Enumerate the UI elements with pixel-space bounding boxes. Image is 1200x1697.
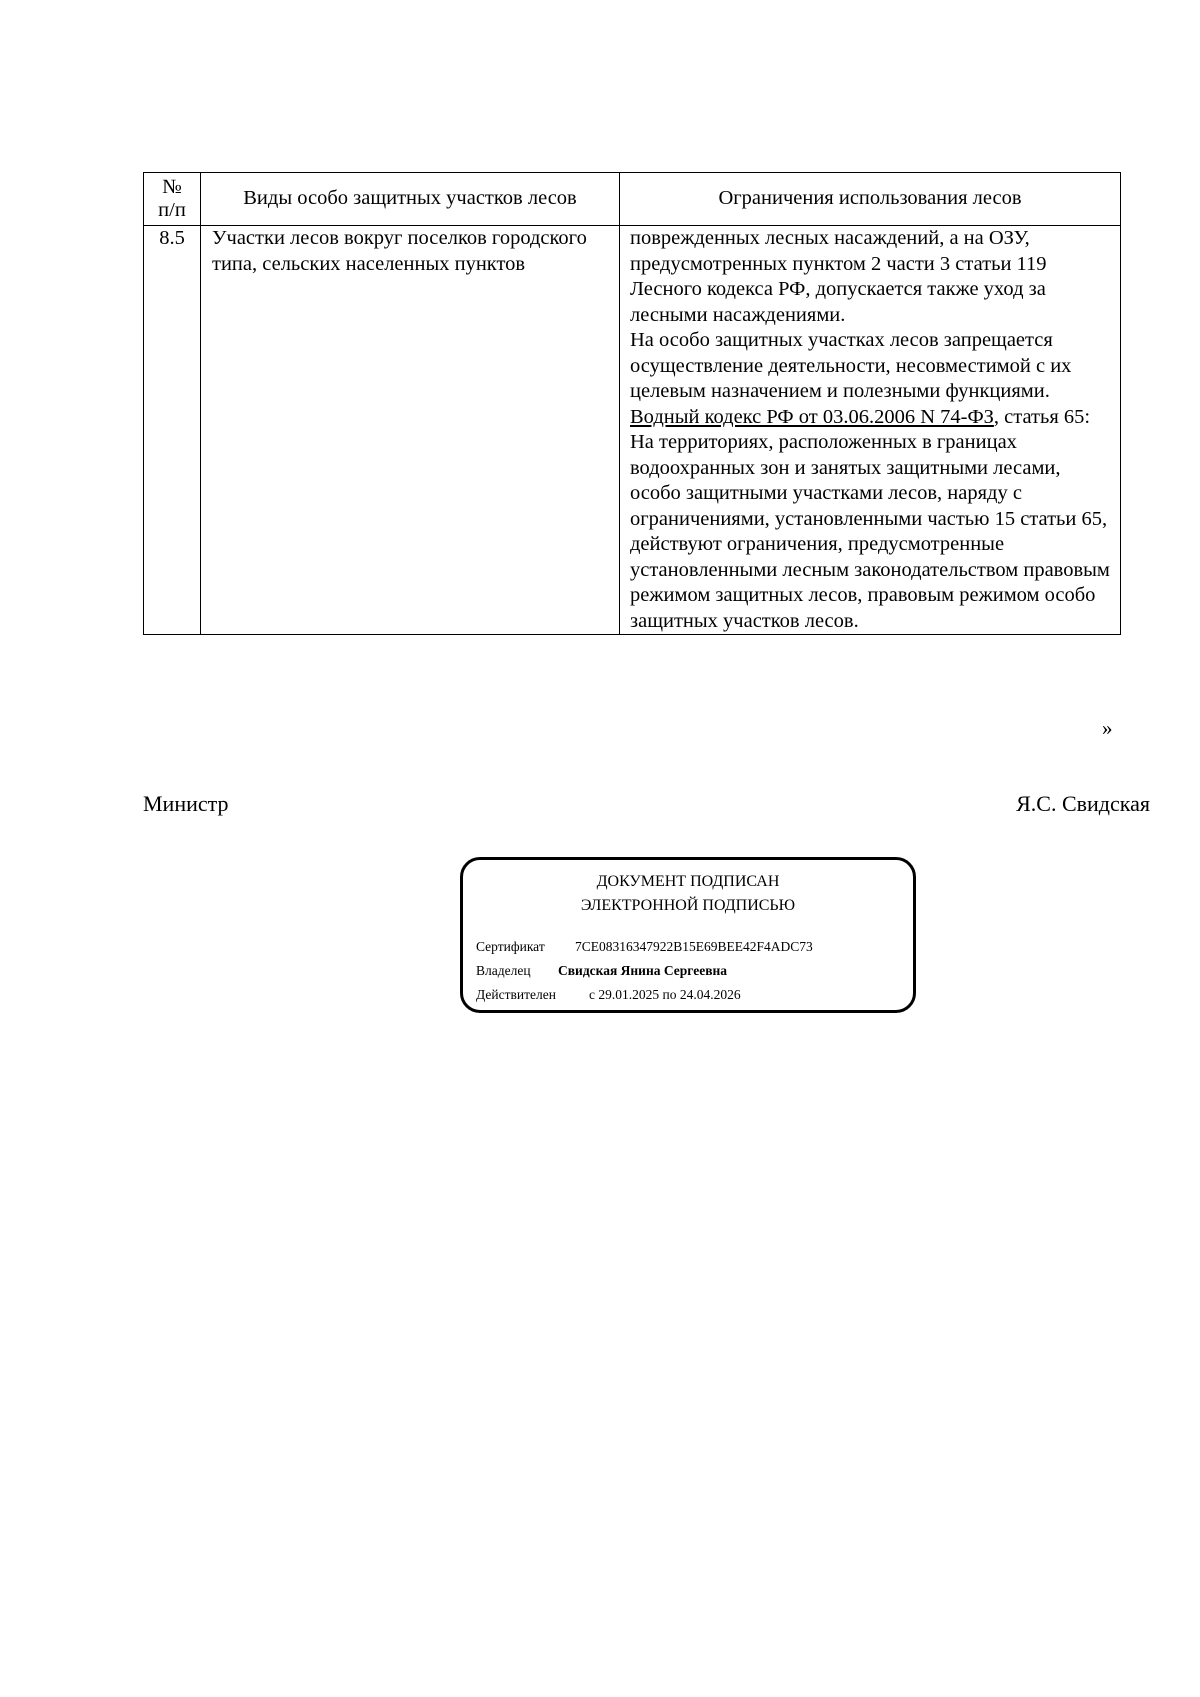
stamp-owner-row — [476, 962, 727, 980]
validity-label: Действителен — [476, 987, 556, 1002]
owner-label: Владелец — [476, 963, 531, 978]
certificate-value: 7CE08316347922B15E69BEE42F4ADC73 — [575, 939, 813, 954]
e-signature-stamp — [460, 857, 916, 1013]
validity-value: с 29.01.2025 по 24.04.2026 — [589, 987, 741, 1002]
restrictions-paragraph-3 — [630, 405, 1114, 431]
certificate-label: Сертификат — [476, 939, 545, 954]
stamp-title-line-2: ЭЛЕКТРОННОЙ ПОДПИСЬЮ — [580, 897, 796, 914]
restrictions-paragraph-1: поврежденных лесных насаждений, а на ОЗУ, предусмотренных пунктом 2 части 3 статьи 119 Лесного кодекса РФ, допускается также уход за лесными насаждениями. — [630, 227, 1047, 326]
stamp-validity-row — [476, 986, 741, 1004]
restrictions-paragraph-4: На территориях, расположенных в границах водоохранных зон и занятых защитными лесами, особо защитными участками лесов, наряду с ограничениями, установленными частью 15 статьи 65, действуют ограничения, предусмотренные установленными лесным законодательством правовым режимом защитных лесов, правовым режимом особо защитных участков лесов. — [630, 431, 1110, 632]
header-restrictions: Ограничения использования лесов — [620, 173, 1121, 226]
header-type: Виды особо защитных участков лесов — [201, 173, 620, 226]
table-row — [144, 226, 1121, 635]
water-code-link-tail: , статья 65: — [993, 405, 1091, 428]
water-code-link[interactable]: Водный кодекс РФ от 03.06.2006 N 74-ФЗ — [630, 405, 994, 428]
stamp-certificate-row — [476, 938, 813, 956]
stamp-title-line-1: ДОКУМЕНТ ПОДПИСАН — [596, 873, 780, 890]
row-num: 8.5 — [144, 226, 201, 635]
restrictions-table — [143, 172, 1121, 635]
signatory-role: Министр — [143, 791, 229, 816]
row-type: Участки лесов вокруг поселков городского типа, сельских населенных пунктов — [201, 226, 620, 635]
stamp-title — [463, 870, 913, 918]
signatory-name: Я.С. Свидская — [1016, 791, 1150, 816]
row-restrictions — [620, 226, 1121, 635]
restrictions-paragraph-2: На особо защитных участках лесов запрещается осуществление деятельности, несовместимой с их целевым назначением и полезными функциями. — [630, 329, 1072, 402]
header-num: № п/п — [144, 173, 201, 226]
owner-value: Свидская Янина Сергеевна — [558, 963, 728, 978]
closing-quote: » — [1102, 716, 1113, 740]
table-header-row — [144, 173, 1121, 226]
